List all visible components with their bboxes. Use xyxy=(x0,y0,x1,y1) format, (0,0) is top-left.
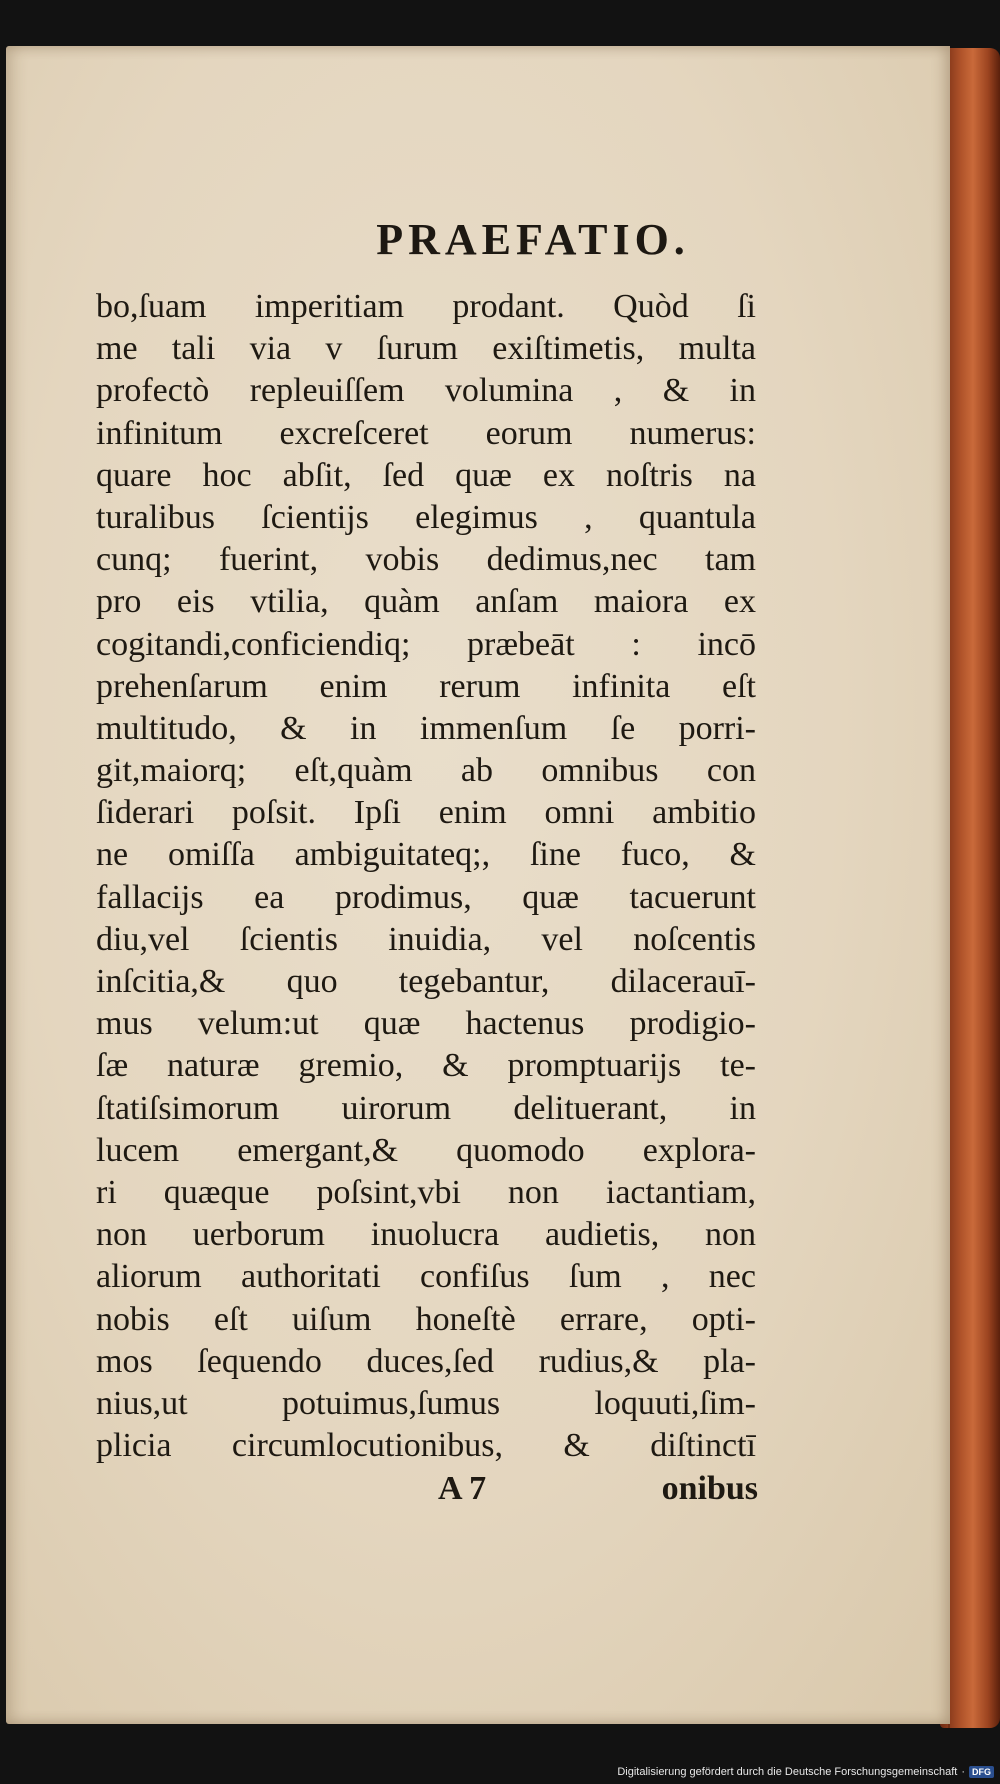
text-line: me tali via v ſurum exiſtimetis, multa xyxy=(96,330,756,368)
text-line: cogitandi,conficiendiq; præbeāt : incō xyxy=(96,625,756,663)
text-line: lucem emergant,& quomodo explora- xyxy=(96,1131,756,1169)
text-line: multitudo, & in immenſum ſe porri- xyxy=(96,709,756,747)
credit-text: Digitalisierung gefördert durch die Deutsche Forschungsgemeinschaft xyxy=(617,1766,958,1778)
text-line: nius,ut potuimus,ſumus loquuti,ſim- xyxy=(96,1384,756,1422)
text-line: aliorum authoritati confiſus ſum , nec xyxy=(96,1258,756,1296)
text-line: inſcitia,& quo tegebantur, dilacerauī- xyxy=(96,963,756,1000)
dfg-logo-icon: DFG xyxy=(969,1766,994,1778)
text-block xyxy=(96,286,756,1467)
text-line: ri quæque poſsint,vbi non iactantiam, xyxy=(96,1173,756,1211)
book-page xyxy=(6,46,950,1724)
text-line: diu,vel ſcientis inuidia, vel noſcentis xyxy=(96,920,756,958)
digitization-credit xyxy=(617,1766,994,1778)
text-line: ne omiſſa ambiguitateq;, ſine fuco, & xyxy=(96,836,756,874)
text-line: turalibus ſcientijs elegimus , quantula xyxy=(96,498,756,536)
text-line: prehenſarum enim rerum infinita eſt xyxy=(96,667,756,705)
text-line: ſtatiſsimorum uirorum delituerant, in xyxy=(96,1089,756,1127)
text-line: nobis eſt uiſum honeſtè errare, opti- xyxy=(96,1300,756,1338)
running-head: PRAEFATIO. xyxy=(376,215,690,264)
text-line: non uerborum inuolucra audietis, non xyxy=(96,1216,756,1254)
signature-mark: A 7 xyxy=(438,1470,487,1507)
text-line: infinitum excreſceret eorum numerus: xyxy=(96,414,756,452)
text-line: git,maiorq; eſt,quàm ab omnibus con xyxy=(96,752,756,790)
text-line: fallacijs ea prodimus, quæ tacuerunt xyxy=(96,878,756,916)
text-line: ſiderari poſsit. Ipſi enim omni ambitio xyxy=(96,794,756,832)
page-foot xyxy=(438,1470,758,1508)
credit-separator: · xyxy=(961,1766,965,1778)
text-line: quare hoc abſit, ſed quæ ex noſtris na xyxy=(96,456,756,494)
text-line: mus velum:ut quæ hactenus prodigio- xyxy=(96,1005,756,1043)
text-line: plicia circumlocutionibus, & diſtinctī xyxy=(96,1427,756,1465)
text-line: pro eis vtilia, quàm anſam maiora ex xyxy=(96,583,756,621)
text-line: profectò repleuiſſem volumina , & in xyxy=(96,372,756,410)
catchword: onibus xyxy=(661,1470,758,1507)
text-line: mos ſequendo duces,ſed rudius,& pla- xyxy=(96,1342,756,1380)
text-line: ſæ naturæ gremio, & promptuarijs te- xyxy=(96,1047,756,1085)
text-line: cunq; fuerint, vobis dedimus,nec tam xyxy=(96,541,756,579)
text-line: bo,ſuam imperitiam prodant. Quòd ſi xyxy=(96,288,756,325)
